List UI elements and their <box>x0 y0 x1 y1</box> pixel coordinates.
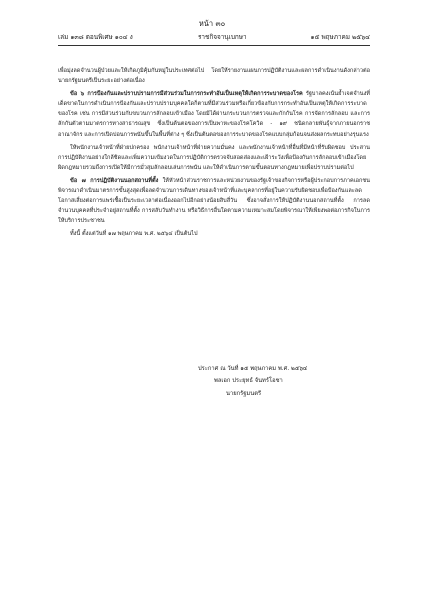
paragraph-section-6 <box>58 89 370 139</box>
paragraph-text: ให้หัวหน้าส่วนราชการและหน่วยงานของรัฐเจ้าของกิจการหรือผู้ประกอบการภาคเอกชน พิจารณาดำเนินมาตรการขั้นสูงสุดเพื่อลดจำนวนการเดินทางของเจ้าหน้าที่และบุคลากรที่อยู่ในความรับผิดชอบเพื่อป้องกันและลดโอกาสเสี่ยงต่อการแพร่เชื้อเป็นระยะเวลาต่อเนื่องออกไปอีกอย่างน้อยสิบสี่วัน ซึ่งอาจสั่งการให้ปฏิบัติงานนอกสถานที่ตั้ง การลดจำนวนบุคคลที่ประจำอยู่สถานที่ตั้ง การสลับวันทำงาน หรือวิธีการอื่นใดตามความเหมาะสมโดยพิจารณาให้เพียงพอต่อภารกิจในการให้บริการประชาชน <box>58 177 371 225</box>
paragraph-officers <box>58 143 370 173</box>
page-number: หน้า ๓๐ <box>198 19 226 28</box>
paragraph-effective-date <box>58 229 370 239</box>
paragraph-continuation <box>58 66 370 86</box>
section-heading: ข้อ ๗ การปฏิบัติงานนอกสถานที่ตั้ง <box>70 177 159 184</box>
paragraph-text: รัฐบาลคงเน้นย้ำเจตจำนงที่เด็ดขาดในการดำเนินการป้องกันและปราบปรามบุคคลใดก็ตามที่มีส่วนร่วมหรือเกี่ยวข้องกับการกระทำอันเป็นเหตุให้เกิดการระบาดของโรค เช่น การมีส่วนร่วมกับขบวนการลักลอบเข้าเมือง โดยมิได้ผ่านกระบวนการตรวจและกักกันโรค การจัดการลักลอบ และการลักกันตัวตามมาตรการทางสาธารณสุข ซึ่งเป็นต้นตอของการเป็นพาหะของโรคโควิด - ๑๙ ชนิดกลายพันธุ์จากภายนอกราชอาณาจักร และการเปิดบ่อนการพนันขึ้นในพื้นที่ต่าง ๆ ซึ่งเป็นต้นตอของการระบาดของโรคแบบกลุ่มก้อนจนส่งผลกระทบอย่างรุนแรง <box>58 91 370 138</box>
section-heading: ข้อ ๖ การป้องกันและปราบปรามการมีส่วนร่วมในการกระทำอันเป็นเหตุให้เกิดการระบาดของโรค <box>70 91 303 98</box>
header-divider <box>58 45 370 46</box>
announcement-date: ประกาศ ณ วันที่ ๑๕ พฤษภาคม พ.ศ. ๒๕๖๔ <box>198 366 308 372</box>
paragraph-text: ทั้งนี้ ตั้งแต่วันที่ ๑๗ พฤษภาคม พ.ศ. ๒๕๖๔ เป็นต้นไป <box>70 231 198 238</box>
header-gazette-name: ราชกิจจานุเบกษา <box>198 33 247 41</box>
document-body <box>58 66 370 243</box>
header-volume: เล่ม ๑๓๘ ตอนพิเศษ ๑๐๔ ง <box>58 33 133 41</box>
paragraph-text: เพื่อมุ่งลดจำนวนผู้ป่วยและให้เกิดภูมิคุ้มกันหมู่ในประเทศต่อไป โดยให้รายงานแผนการปฏิบัติงานและผลการดำเนินงานดังกล่าวต่อนายกรัฐมนตรีเป็นระยะอย่างต่อเนื่อง <box>58 68 370 85</box>
paragraph-section-7 <box>58 176 370 226</box>
signatory-position: นายกรัฐมนตรี <box>226 391 262 397</box>
paragraph-text: ให้พนักงานเจ้าหน้าที่ฝ่ายปกครอง พนักงานเจ้าหน้าที่ฝ่ายความมั่นคง และพนักงานเจ้าหน้าที่อื่นที่มีหน้าที่รับผิดชอบ ประสานการปฏิบัติงานอย่างใกล้ชิดและเพิ่มความเข้มงวดในการปฏิบัติการตรวจจับสอดส่องและเฝ้าระวังเพื่อป้องกันการลักลอบเข้าเมืองโดยผิดกฎหมายรวมถึงการเปิดให้มีการมั่วสุมลักลอบเล่นการพนัน และให้ดำเนินการตามขั้นตอนทางกฎหมายเพื่อปราบปรามต่อไป <box>58 144 370 171</box>
signatory-name: พลเอก ประยุทธ์ จันทร์โอชา <box>214 378 283 384</box>
header-date: ๑๕ พฤษภาคม ๒๕๖๔ <box>310 33 370 41</box>
